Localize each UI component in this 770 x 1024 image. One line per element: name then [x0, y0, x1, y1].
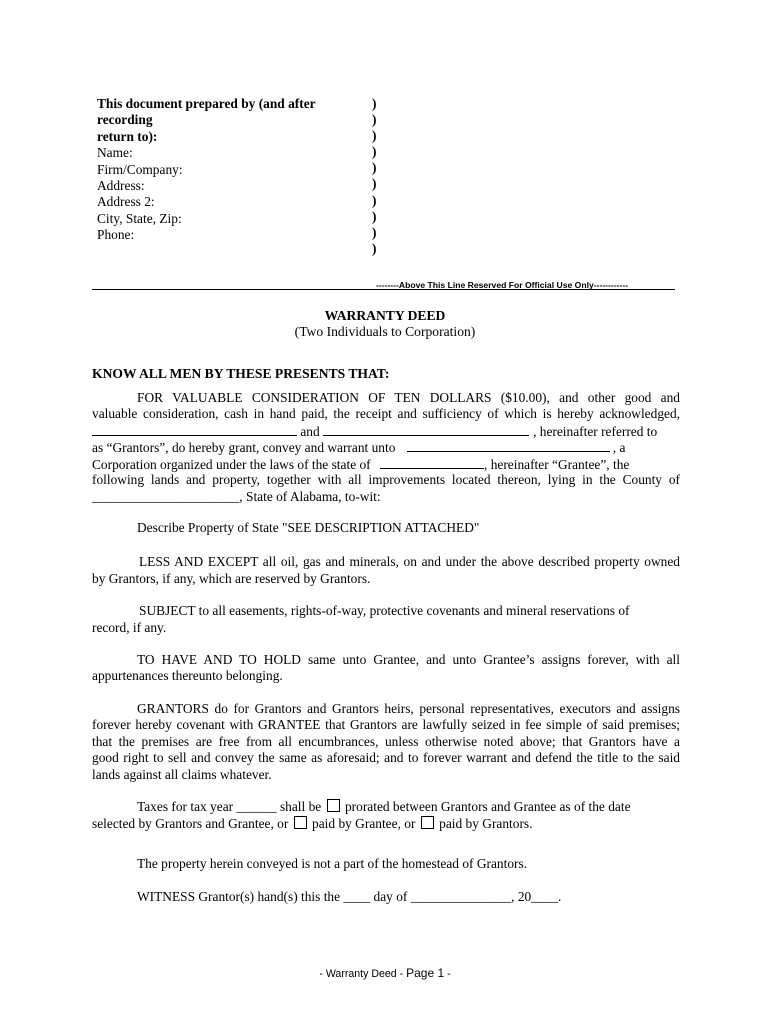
official-use-notice: --------Above This Line Reserved For Official Use Only------------ — [376, 280, 629, 290]
taxes-line-1 — [137, 799, 680, 815]
bracket: ) — [372, 112, 377, 128]
referred-to-text: , hereinafter referred to — [533, 424, 658, 439]
consideration-line-4 — [92, 439, 680, 456]
bracket-column — [372, 96, 386, 257]
paid-by-grantors-checkbox[interactable] — [421, 816, 434, 829]
consideration-line-7 — [92, 489, 680, 505]
selected-by-text: selected by Grantors and Grantee, or — [92, 816, 289, 831]
footer-label: - Warranty Deed - — [319, 968, 407, 980]
homestead-statement: The property herein conveyed is not a part of the homestead of Grantors. — [137, 856, 528, 871]
bracket: ) — [372, 176, 377, 192]
consideration-line-3 — [92, 423, 680, 440]
witness-line: WITNESS Grantor(s) hand(s) this the ____ day of _______________, 20____. — [137, 889, 562, 904]
field-firm: Firm/Company: — [97, 161, 183, 177]
state-laws-text: Corporation organized under the laws of the state of — [92, 457, 371, 472]
bracket: ) — [372, 128, 377, 144]
page-footer — [0, 965, 770, 982]
habendum-line-2: appurtenances thereunto belonging. — [92, 668, 283, 683]
a-word: , a — [612, 440, 626, 455]
document-title: WARRANTY DEED — [324, 308, 446, 323]
state-blank[interactable] — [380, 456, 484, 469]
bracket: ) — [372, 240, 377, 256]
property-description: Describe Property of State "SEE DESCRIPTION ATTACHED" — [137, 520, 480, 535]
grantor-1-blank[interactable] — [92, 423, 297, 436]
field-address-2: Address 2: — [97, 194, 155, 210]
bracket: ) — [372, 224, 377, 240]
prepared-by-heading-1: This document prepared by (and after recording — [97, 96, 316, 128]
paid-by-grantors-text: paid by Grantors. — [439, 816, 533, 831]
page-number: Page 1 — [406, 966, 445, 980]
field-phone: Phone: — [97, 227, 135, 243]
grantor-2-blank[interactable] — [323, 423, 529, 436]
paid-by-grantee-text: paid by Grantee, or — [312, 816, 416, 831]
taxes-year-text: Taxes for tax year ______ shall be — [137, 799, 322, 814]
and-word: and — [300, 424, 320, 439]
less-except-line-1: LESS AND EXCEPT all oil, gas and minerals, on and under the above described property owned — [139, 554, 680, 569]
paid-by-grantee-checkbox[interactable] — [294, 816, 307, 829]
field-address: Address: — [97, 178, 145, 194]
bracket: ) — [372, 208, 377, 224]
state-of-alabama-text: , State of Alabama, to-wit: — [239, 489, 381, 504]
subject-line-2: record, if any. — [92, 620, 167, 635]
bracket: ) — [372, 192, 377, 208]
preparer-block — [97, 96, 367, 244]
consideration-line-6: following lands and property, together with all improvements located thereon, lying in the County of — [92, 472, 680, 487]
grantee-text: , hereinafter “Grantee”, the — [484, 457, 630, 472]
covenant-line-2: forever hereby covenant with GRANTEE that Grantors are lawfully seized in fee simple of said premises; — [92, 717, 680, 732]
grant-convey-text: as “Grantors”, do hereby grant, convey and warrant unto — [92, 440, 396, 455]
county-blank[interactable]: ______________________ — [92, 489, 240, 504]
bracket: ) — [372, 96, 377, 111]
taxes-line-2 — [92, 816, 680, 832]
covenant-line-4: good right to sell and convey the same as aforesaid; and to forever warrant and defend the title to the said — [92, 750, 680, 765]
subject-line-1: SUBJECT to all easements, rights-of-way, protective covenants and mineral reservations of — [139, 603, 630, 618]
prorated-checkbox[interactable] — [327, 799, 340, 812]
bracket: ) — [372, 160, 377, 176]
field-name: Name: — [97, 145, 133, 161]
footer-dash: - — [444, 968, 451, 980]
grantee-blank[interactable] — [407, 439, 610, 452]
document-subtitle: (Two Individuals to Corporation) — [294, 324, 476, 339]
consideration-line-2: valuable consideration, cash in hand paid, the receipt and sufficiency of which is hereby acknowledged, — [92, 406, 680, 421]
habendum-line-1: TO HAVE AND TO HOLD same unto Grantee, and unto Grantee’s assigns forever, with all — [137, 652, 680, 667]
official-use-divider — [92, 289, 675, 290]
prorated-text: prorated between Grantors and Grantee as of the date — [344, 799, 631, 814]
prepared-by-heading-2: return to): — [97, 128, 158, 144]
covenant-line-3: that the premises are free from all encumbrances, unless otherwise noted above; that Grantors have a — [92, 734, 680, 749]
consideration-line-5 — [92, 456, 680, 473]
less-except-line-2: by Grantors, if any, which are reserved by Grantors. — [92, 571, 371, 586]
covenant-line-5: lands against all claims whatever. — [92, 767, 272, 782]
consideration-line-1: FOR VALUABLE CONSIDERATION OF TEN DOLLARS ($10.00), and other good and — [137, 390, 680, 405]
field-city-state-zip: City, State, Zip: — [97, 210, 182, 226]
covenant-line-1: GRANTORS do for Grantors and Grantors heirs, personal representatives, executors and assigns — [137, 701, 680, 716]
bracket: ) — [372, 144, 377, 160]
know-all-men-heading: KNOW ALL MEN BY THESE PRESENTS THAT: — [92, 366, 390, 381]
